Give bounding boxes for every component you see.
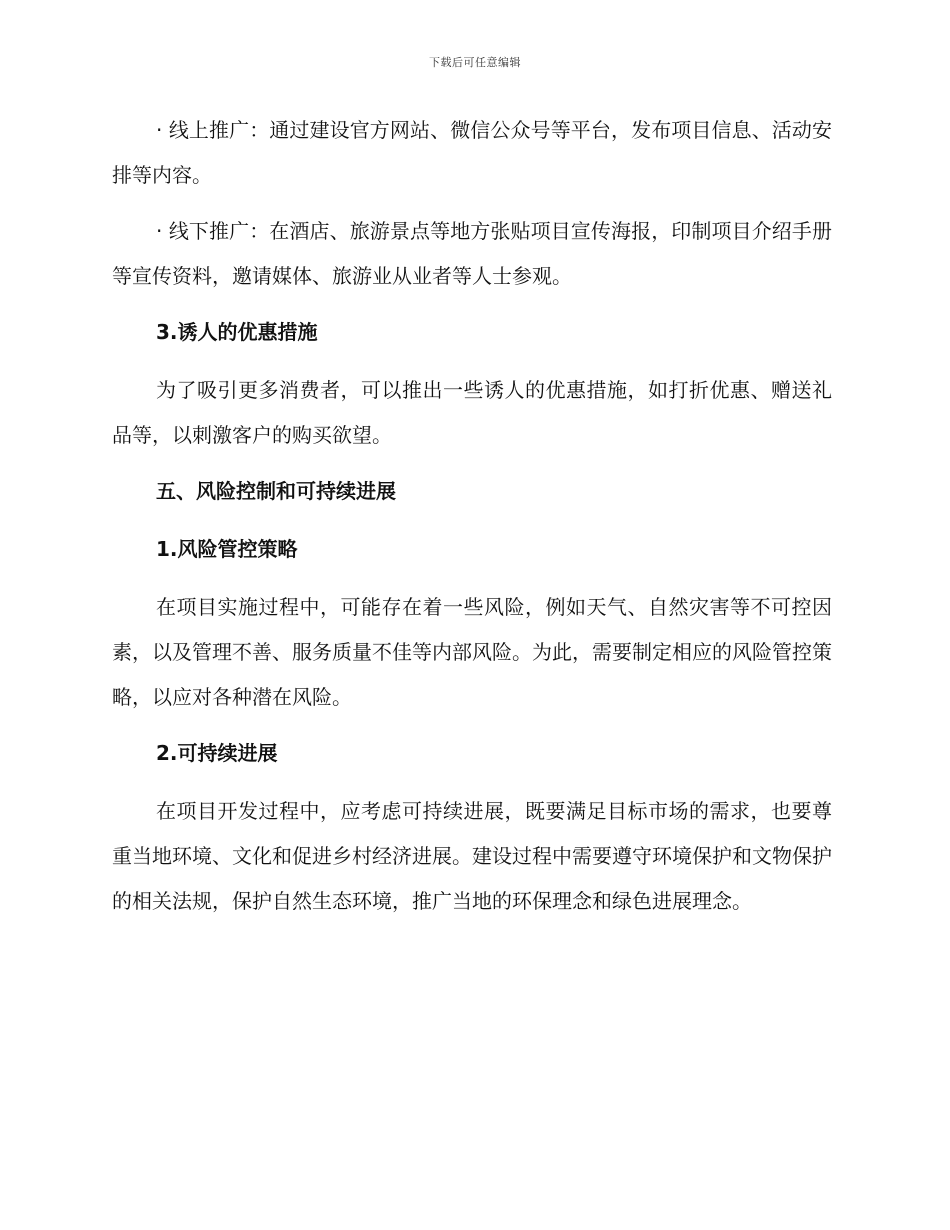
- bullet-online-promotion: · 线上推广：通过建设官方网站、微信公众号等平台，发布项目信息、活动安排等内容。: [112, 118, 832, 187]
- document-body: [112, 108, 832, 935]
- paragraph-discount-measures: 为了吸引更多消费者，可以推出一些诱人的优惠措施，如打折优惠、赠送礼品等，以刺激客户的购买欲望。: [112, 378, 832, 447]
- heading-section-five: 五、风险控制和可持续进展: [156, 479, 396, 503]
- paragraph-risk-control: 在项目实施过程中，可能存在着一些风险，例如天气、自然灾害等不可控因素，以及管理不善、服务质量不佳等内部风险。为此，需要制定相应的风险管控策略，以应对各种潜在风险。: [112, 595, 832, 709]
- page-header: 下载后可任意编辑: [429, 56, 521, 69]
- heading-discount-measures: 3.诱人的优惠措施: [156, 320, 318, 344]
- bullet-offline-promotion: · 线下推广：在酒店、旅游景点等地方张贴项目宣传海报，印制项目介绍手册等宣传资料，邀请媒体、旅游业从业者等人士参观。: [112, 219, 832, 288]
- heading-risk-control-strategy: 1.风险管控策略: [156, 537, 298, 561]
- heading-sustainable-development: 2.可持续进展: [156, 741, 278, 765]
- paragraph-sustainable-development: 在项目开发过程中，应考虑可持续进展，既要满足目标市场的需求，也要尊重当地环境、文化和促进乡村经济进展。建设过程中需要遵守环境保护和文物保护的相关法规，保护自然生态环境，推广当地的环保理念和绿色进展理念。: [112, 799, 832, 913]
